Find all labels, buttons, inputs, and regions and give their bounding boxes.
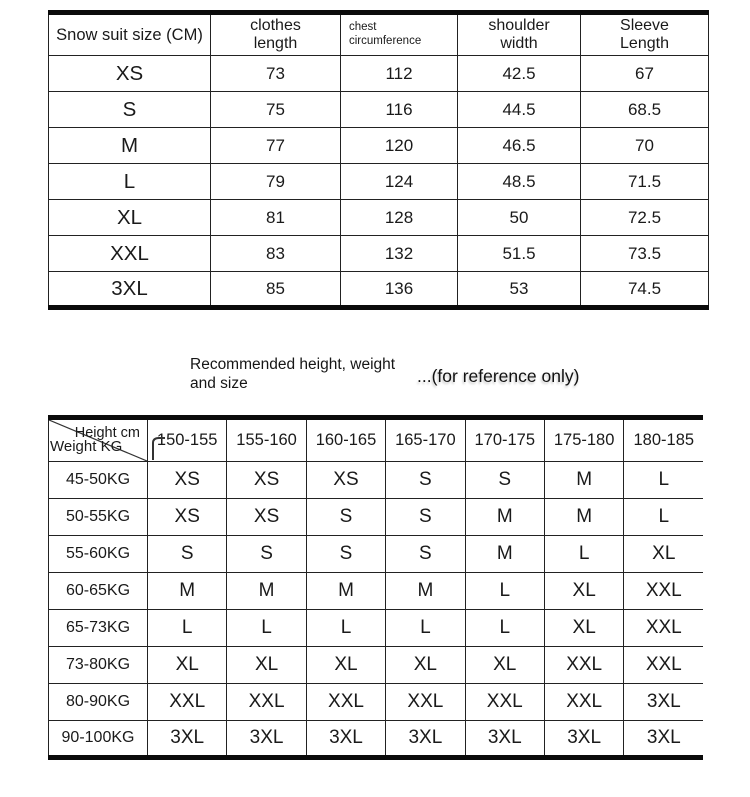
matrix-cell: XXL xyxy=(465,684,544,721)
size-cell: 73 xyxy=(211,56,341,92)
matrix-cell: XL xyxy=(544,573,623,610)
size-cell: 44.5 xyxy=(458,92,581,128)
matrix-cell: XS xyxy=(227,499,306,536)
matrix-cell: 3XL xyxy=(624,684,703,721)
weight-range-label: 55-60KG xyxy=(49,536,148,573)
size-cell: 48.5 xyxy=(458,164,581,200)
matrix-cell: XXL xyxy=(148,684,227,721)
weight-range-label: 65-73KG xyxy=(49,610,148,647)
matrix-row xyxy=(49,610,704,647)
size-cell: 70 xyxy=(581,128,709,164)
matrix-cell: XXL xyxy=(386,684,465,721)
matrix-cell: L xyxy=(148,610,227,647)
recommendation-note xyxy=(190,356,425,394)
table-header-row xyxy=(49,13,709,56)
matrix-cell: S xyxy=(386,499,465,536)
matrix-row xyxy=(49,536,704,573)
matrix-cell: S xyxy=(386,462,465,499)
size-cell: 124 xyxy=(341,164,458,200)
matrix-cell: XL xyxy=(465,647,544,684)
weight-range-label: 50-55KG xyxy=(49,499,148,536)
size-label: M xyxy=(49,128,211,164)
matrix-cell: M xyxy=(386,573,465,610)
matrix-cell: L xyxy=(306,610,385,647)
matrix-cell: S xyxy=(465,462,544,499)
weight-range-label: 45-50KG xyxy=(49,462,148,499)
size-cell: 50 xyxy=(458,200,581,236)
note-line-2: and size xyxy=(190,374,248,392)
matrix-cell: S xyxy=(148,536,227,573)
matrix-cell: S xyxy=(306,536,385,573)
matrix-cell: XS xyxy=(227,462,306,499)
matrix-cell: S xyxy=(227,536,306,573)
header-snow-suit-size: Snow suit size (CM) xyxy=(49,13,211,56)
matrix-cell: L xyxy=(465,610,544,647)
size-cell: 120 xyxy=(341,128,458,164)
curve-mark xyxy=(150,435,168,461)
matrix-row xyxy=(49,573,704,610)
weight-range-label: 90-100KG xyxy=(49,721,148,758)
matrix-cell: M xyxy=(465,536,544,573)
matrix-cell: XS xyxy=(148,499,227,536)
matrix-header-row xyxy=(49,418,704,462)
size-label: XS xyxy=(49,56,211,92)
size-cell: 128 xyxy=(341,200,458,236)
size-cell: 77 xyxy=(211,128,341,164)
header-height-range: 155-160 xyxy=(227,418,306,462)
header-height-range: 175-180 xyxy=(544,418,623,462)
matrix-cell: S xyxy=(306,499,385,536)
table-row xyxy=(49,164,709,200)
size-cell: 73.5 xyxy=(581,236,709,272)
height-weight-matrix-table xyxy=(48,415,703,760)
table-row xyxy=(49,236,709,272)
size-cell: 46.5 xyxy=(458,128,581,164)
header-chest-circumference: chest circumference xyxy=(341,13,458,56)
matrix-cell: L xyxy=(386,610,465,647)
size-cell: 79 xyxy=(211,164,341,200)
matrix-cell: M xyxy=(306,573,385,610)
matrix-cell: 3XL xyxy=(306,721,385,758)
matrix-cell: XXL xyxy=(544,647,623,684)
matrix-cell: M xyxy=(544,462,623,499)
corner-label-weight: Weight KG xyxy=(50,438,123,455)
matrix-row xyxy=(49,499,704,536)
matrix-cell: M xyxy=(227,573,306,610)
header-sleeve-length: Sleeve Length xyxy=(581,13,709,56)
matrix-cell: XS xyxy=(306,462,385,499)
matrix-cell: 3XL xyxy=(227,721,306,758)
matrix-cell: XL xyxy=(306,647,385,684)
table-row xyxy=(49,92,709,128)
matrix-cell: XS xyxy=(148,462,227,499)
matrix-cell: XL xyxy=(624,536,703,573)
matrix-cell: XL xyxy=(544,610,623,647)
matrix-cell: XL xyxy=(227,647,306,684)
matrix-row xyxy=(49,647,704,684)
matrix-cell: 3XL xyxy=(544,721,623,758)
size-cell: 112 xyxy=(341,56,458,92)
matrix-cell: XL xyxy=(386,647,465,684)
matrix-cell: L xyxy=(465,573,544,610)
matrix-cell: L xyxy=(544,536,623,573)
size-cell: 81 xyxy=(211,200,341,236)
weight-range-label: 80-90KG xyxy=(49,684,148,721)
matrix-cell: L xyxy=(227,610,306,647)
matrix-cell: XXL xyxy=(624,573,703,610)
size-cell: 68.5 xyxy=(581,92,709,128)
matrix-cell: 3XL xyxy=(624,721,703,758)
matrix-cell: XXL xyxy=(227,684,306,721)
matrix-cell: 3XL xyxy=(386,721,465,758)
header-shoulder-width: shoulder width xyxy=(458,13,581,56)
matrix-cell: XXL xyxy=(306,684,385,721)
size-cell: 67 xyxy=(581,56,709,92)
matrix-cell: XXL xyxy=(624,647,703,684)
matrix-cell: M xyxy=(465,499,544,536)
size-cell: 83 xyxy=(211,236,341,272)
matrix-cell: XL xyxy=(148,647,227,684)
matrix-row xyxy=(49,462,704,499)
note-line-1: Recommended height, weight xyxy=(190,356,396,373)
size-cell: 42.5 xyxy=(458,56,581,92)
matrix-cell: XXL xyxy=(544,684,623,721)
size-cell: 72.5 xyxy=(581,200,709,236)
matrix-cell: 3XL xyxy=(148,721,227,758)
size-cell: 136 xyxy=(341,272,458,308)
matrix-row xyxy=(49,684,704,721)
size-cell: 85 xyxy=(211,272,341,308)
matrix-cell: M xyxy=(148,573,227,610)
header-height-range: 165-170 xyxy=(386,418,465,462)
table-row xyxy=(49,128,709,164)
matrix-cell: S xyxy=(386,536,465,573)
corner-label-height: Height cm xyxy=(74,425,140,441)
matrix-cell: XXL xyxy=(624,610,703,647)
size-cell: 75 xyxy=(211,92,341,128)
size-cell: 51.5 xyxy=(458,236,581,272)
header-height-range: 160-165 xyxy=(306,418,385,462)
size-cell: 116 xyxy=(341,92,458,128)
weight-range-label: 60-65KG xyxy=(49,573,148,610)
snow-suit-size-table xyxy=(48,10,709,310)
header-clothes-length: clothes length xyxy=(211,13,341,56)
header-height-range: 150-155 xyxy=(148,418,227,462)
matrix-cell: L xyxy=(624,499,703,536)
size-label: XL xyxy=(49,200,211,236)
header-height-range: 170-175 xyxy=(465,418,544,462)
size-label: L xyxy=(49,164,211,200)
size-cell: 71.5 xyxy=(581,164,709,200)
size-cell: 132 xyxy=(341,236,458,272)
size-label: S xyxy=(49,92,211,128)
matrix-cell: M xyxy=(544,499,623,536)
size-label: XXL xyxy=(49,236,211,272)
size-label: 3XL xyxy=(49,272,211,308)
reference-only-note: ...(for reference only) xyxy=(417,366,580,386)
matrix-cell: 3XL xyxy=(465,721,544,758)
size-cell: 74.5 xyxy=(581,272,709,308)
table-row xyxy=(49,200,709,236)
corner-cell xyxy=(49,418,148,462)
weight-range-label: 73-80KG xyxy=(49,647,148,684)
header-height-range: 180-185 xyxy=(624,418,703,462)
size-cell: 53 xyxy=(458,272,581,308)
matrix-cell: L xyxy=(624,462,703,499)
table-row xyxy=(49,272,709,308)
table-row xyxy=(49,56,709,92)
matrix-row xyxy=(49,721,704,758)
